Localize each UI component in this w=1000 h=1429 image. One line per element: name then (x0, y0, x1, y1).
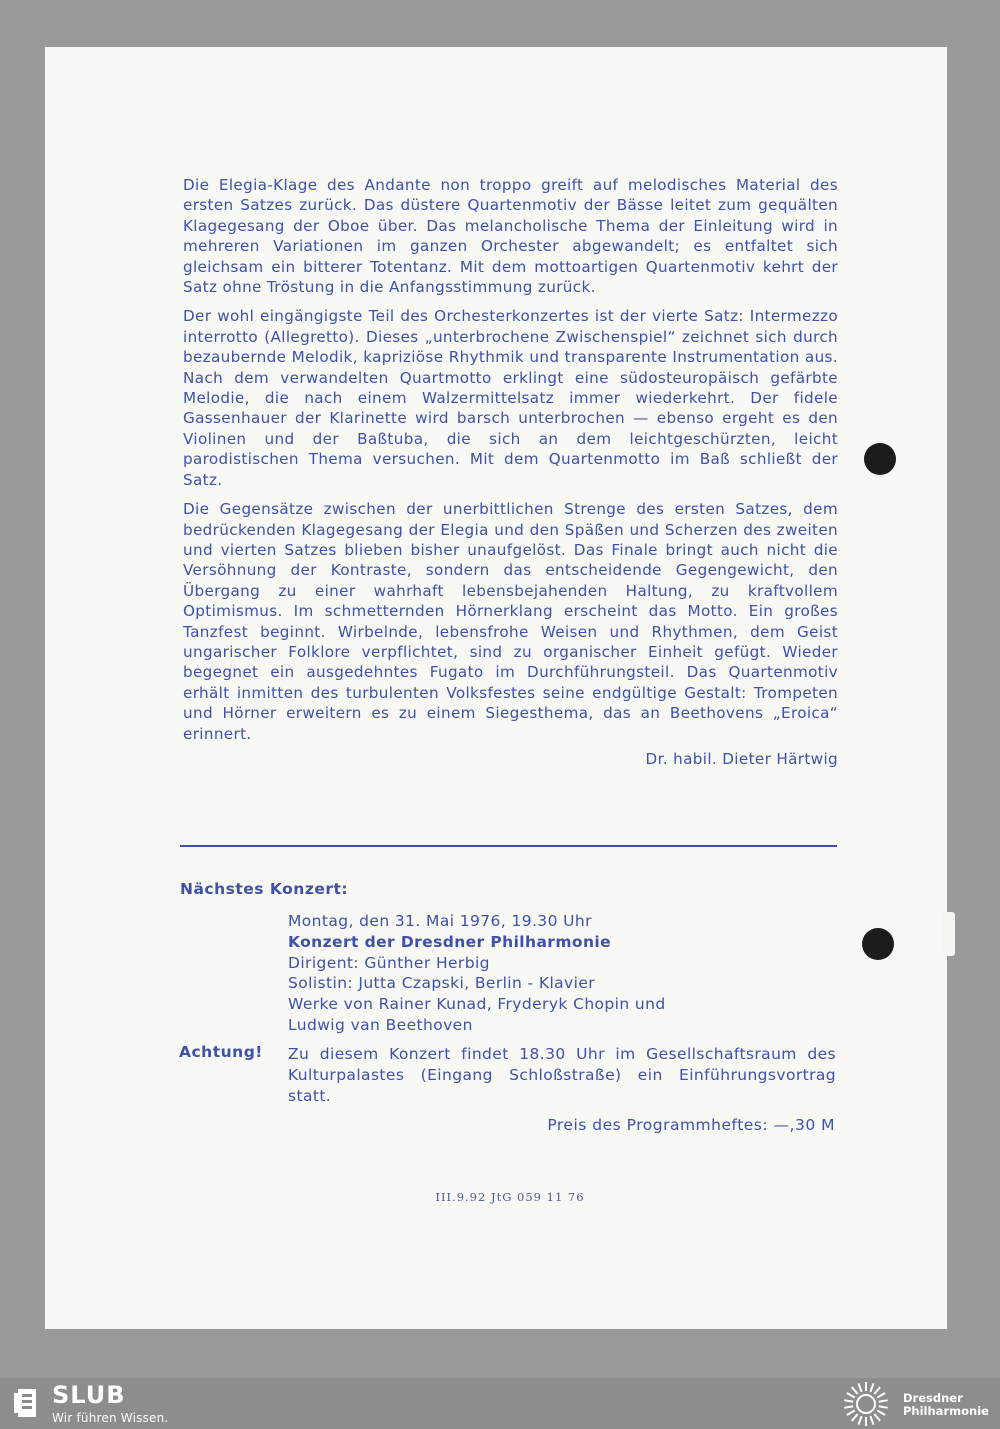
footer-bar (0, 1378, 1000, 1429)
punch-hole-bottom (862, 928, 894, 960)
paragraph-elegia: Die Elegia-Klage des Andante non troppo greift auf melodisches Material des ersten Satzes zurück. Das düstere Quartenmotiv der Bässe leitet zum gequälten Klagegesang der Oboe über. Das melancholische Thema der Einleitung wird in mehreren Variationen im ganzen Orchester abgewandelt; es entfaltet sich gleichsam ein bitterer Totentanz. Mit dem mottoartigen Quartenmotiv kehrt der Satz ohne Tröstung in die Anfangsstimmung zurück. (183, 176, 838, 297)
slub-name: SLUB (52, 1381, 126, 1409)
paper-tab (943, 912, 955, 956)
next-concert-details (288, 911, 848, 1036)
concert-date: Montag, den 31. Mai 1976, 19.30 Uhr (288, 912, 592, 930)
concert-works: Werke von Rainer Kunad, Fryderyk Chopin und (288, 995, 666, 1014)
slub-logo-icon (12, 1385, 42, 1421)
dp-name-line2: Philharmonie (903, 1404, 989, 1418)
author-signature: Dr. habil. Dieter Härtwig (645, 749, 838, 768)
attention-label: Achtung! (179, 1043, 263, 1061)
next-concert-heading: Nächstes Konzert: (180, 880, 349, 898)
concert-works-continued: Ludwig van Beethoven (288, 1015, 473, 1034)
dresdner-philharmonie-name (903, 1392, 989, 1418)
concert-soloist: Solistin: Jutta Czapski, Berlin - Klavier (288, 974, 596, 993)
concert-conductor: Dirigent: Günther Herbig (288, 953, 490, 972)
paragraph-finale: Die Gegensätze zwischen der unerbittlichen Strenge des ersten Satzes, dem bedrückenden Klagegesang der Elegia und den Späßen und Scherzen des zweiten und vierten Satzes blieben bisher unaufgelöst. Das Finale bringt auch nicht die Versöhnung der Kontraste, sondern das entscheidende Gegengewicht, den Übergang zu einer wahrhaft lebensbejahenden Haltung, zu kraftvollem Optimismus. Im schmetternden Hörnerklang erscheint das Motto. Ein großes Tanzfest beginnt. Wirbelnde, lebensfrohe Weisen und Rhythmen, dem Geist ungarischer Folklore verpflichtet, sind zu organischer Einheit gefügt. Wieder begegnet ein ausgedehntes Fugato im Durchführungsteil. Das Quartenmotiv erhält inmitten des turbulenten Volksfestes seine endgültige Gestalt: Trompeten und Hörner erweitern es zu einem Siegesthema, das an Beethovens „Eroica“ erinnert. (183, 500, 838, 743)
dp-name-line1: Dresdner (903, 1391, 963, 1405)
program-price: Preis des Programmheftes: —,30 M (547, 1116, 835, 1134)
dresdner-philharmonie-logo-icon (838, 1381, 894, 1427)
concert-title: Konzert der Dresdner Philharmonie (288, 932, 612, 951)
paragraph-intermezzo: Der wohl eingängigste Teil des Orchesterkonzertes ist der vierte Satz: Intermezzo interrotto (Allegretto). Dieses „unterbrochene Zwischenspiel“ zeichnet sich durch bezaubernde Melodik, kapriziöse Rhythmik und transparente Instrumentation aus. Nach dem verwandelten Quartmotto erklingt eine südosteuropäisch gefärbte Melodie, die nach einem Walzermittelsatz immer wiederkehrt. Der fidele Gassenhauer der Klarinette wird barsch unterbrochen — ebenso ergeht es den Violinen und der Baßtuba, die sich an dem leichtgeschürzten, leicht parodistischen Thema versuchen. Mit dem Quartenmotto im Baß schließt der Satz. (183, 307, 838, 489)
slub-tagline: Wir führen Wissen. (52, 1411, 169, 1425)
print-code: III.9.92 JtG 059 11 76 (435, 1190, 585, 1204)
program-page (45, 47, 947, 1329)
section-divider (180, 845, 837, 847)
attention-text: Zu diesem Konzert findet 18.30 Uhr im Gesellschaftsraum des Kulturpalastes (Eingang Schloßstraße) ein Einführungsvortrag statt. (288, 1045, 836, 1105)
program-notes (183, 175, 838, 769)
punch-hole-top (864, 443, 896, 475)
